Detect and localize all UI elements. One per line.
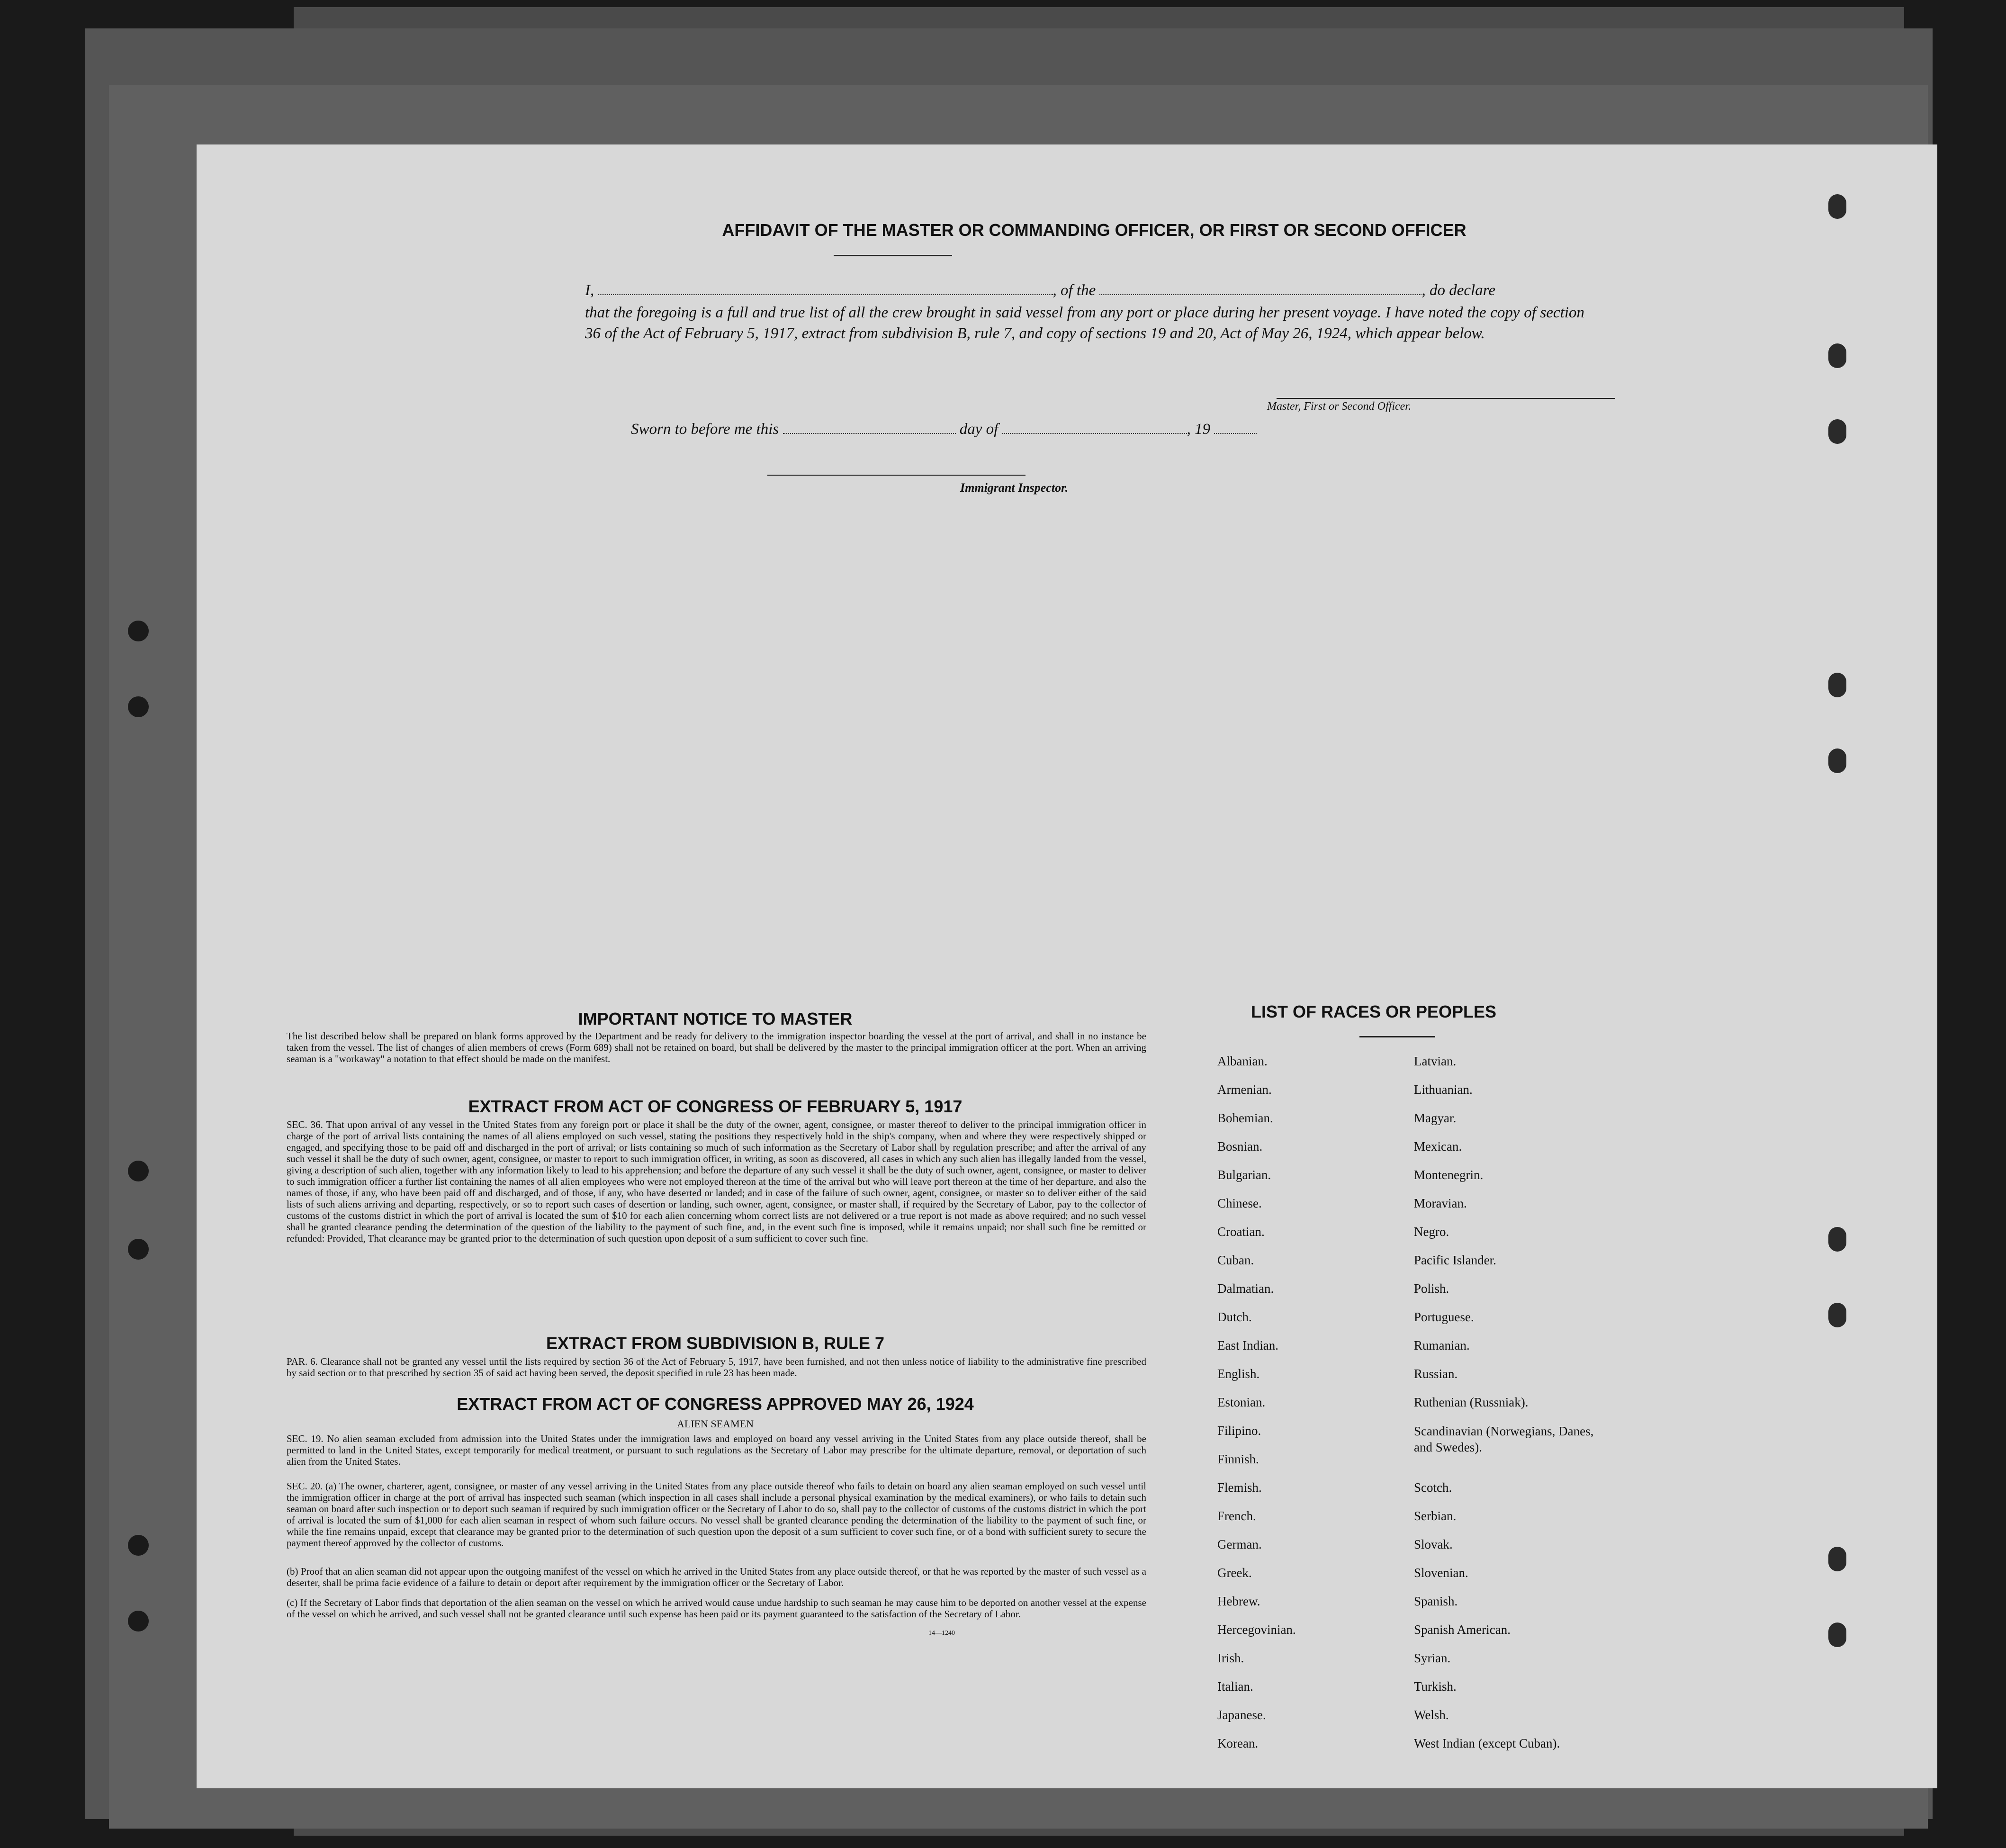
race-item: Slovenian. xyxy=(1414,1566,1468,1580)
race-item: Turkish. xyxy=(1414,1679,1457,1694)
race-item: Polish. xyxy=(1414,1281,1449,1296)
race-item: Italian. xyxy=(1217,1679,1253,1694)
race-item: Syrian. xyxy=(1414,1651,1451,1665)
race-item: Portuguese. xyxy=(1414,1310,1474,1324)
punch-hole xyxy=(1828,194,1846,219)
sworn-line xyxy=(631,421,1257,438)
affidavit-body: that the foregoing is a full and true list of all the crew brought in said vessel from any port or place during her present voyage. I have noted the copy of section 36 of the Act of February 5, 1917, extract from subdivision B, rule 7, and copy of sections 19 and 20, Act of May 26, 1924, which appear below. xyxy=(585,304,1584,342)
punch-hole xyxy=(128,1611,149,1632)
signer-caption: Master, First or Second Officer. xyxy=(1267,400,1411,413)
race-item: English. xyxy=(1217,1367,1260,1381)
race-item: Spanish. xyxy=(1414,1594,1458,1608)
race-item: Latvian. xyxy=(1414,1054,1457,1068)
notice-title: IMPORTANT NOTICE TO MASTER xyxy=(578,1009,853,1028)
year-label: , 19 xyxy=(1187,421,1211,438)
race-item: Armenian. xyxy=(1217,1082,1272,1097)
punch-hole xyxy=(1828,1227,1846,1252)
of-the-label: , of the xyxy=(1052,282,1096,299)
extract-1924-sec20c: (c) If the Secretary of Labor finds that deportation of the alien seaman on the vessel on which he arrived would cause undue hardship to such seaman he may cause him to be deported on another vessel at the expense of the vessel on which he arrived, and such vessel shall not be granted clearance until such expense has been paid or its payment guaranteed to the satisfaction of the Secretary of Labor. xyxy=(287,1597,1146,1620)
race-item: Greek. xyxy=(1217,1566,1252,1580)
race-item: Scandinavian (Norwegians, Danes, and Swedes). xyxy=(1414,1424,1594,1454)
punch-hole xyxy=(128,1161,149,1181)
punch-hole xyxy=(128,1239,149,1260)
i-label: I, xyxy=(585,282,594,299)
race-item: Dalmatian. xyxy=(1217,1281,1274,1296)
punch-hole xyxy=(1828,1623,1846,1647)
race-item: West Indian (except Cuban). xyxy=(1414,1736,1560,1750)
race-item: Irish. xyxy=(1217,1651,1244,1665)
extract-1924-sec20b: (b) Proof that an alien seaman did not appear upon the outgoing manifest of the vessel on which he arrived in the United States from any place outside thereof, or that he was reported by the master of such vessel as a deserter, shall be prima facie evidence of a failure to detain or deport after requirement by the immigration officer or the Secretary of Labor. xyxy=(287,1566,1146,1588)
inspector-signature-line xyxy=(767,475,1025,476)
race-item: Montenegrin. xyxy=(1414,1168,1484,1182)
extract-1924-subtitle: ALIEN SEAMEN xyxy=(677,1418,754,1430)
race-item: Croatian. xyxy=(1217,1225,1265,1239)
race-item: Welsh. xyxy=(1414,1708,1449,1722)
race-item: Flemish. xyxy=(1217,1480,1262,1495)
extract-1924-sec20a: SEC. 20. (a) The owner, charterer, agent, consignee, or master of any vessel arriving in the United States from any place outside thereof who fails to detain on board any alien seaman employed on such vessel until the immigration officer in charge at the port of arrival has inspected such seaman (which inspection in all cases shall include a personal physical examination by the medical examiners), or who fails to detain such seaman on board after such inspection or to deport such seaman if required by such immigration officer or the Secretary of Labor to do so, shall pay to the collector of customs of the customs district in which the port of arrival is located the sum of $1,000 for each alien seaman in respect of whom such failure occurs. No vessel shall be granted clearance pending the determination of the liability to the payment of such fine, or while the fine remains unpaid, except that clearance may be granted prior to the determination of such question upon the deposit of a sum sufficient to cover such fine, or of a bond with sufficient surety to secure the payment thereof approved by the collector of customs. xyxy=(287,1480,1146,1549)
day-of-label: day of xyxy=(959,421,999,438)
extract-1917-body: SEC. 36. That upon arrival of any vessel in the United States from any foreign port or place it shall be the duty of the owner, agent, consignee, or master thereof to deliver to the principal immigration officer in charge of the port of arrival lists containing the names of all aliens employed on such vessel, stating the positions they respectively hold in the ship's company, when and where they were respectively shipped or engaged, and specifying those to be paid off and discharged in the port of arrival; or lists containing so much of such information as the Secretary of Labor shall by regulation prescribe; and after the arrival of any such vessel it shall be the duty of such owner, agent, consignee, or master to report to such immigration officer, in writing, as soon as discovered, all cases in which any such alien has illegally landed from the vessel, giving a description of such alien, together with any information likely to lead to his apprehension; and before the departure of any such vessel it shall be the duty of such owner, agent, consignee, or master to deliver to such immigration officer a further list containing the names of all alien employees who were not employed thereon at the time of the arrival but who will leave port thereon at the time of her departure, and also the names of those, if any, who have been paid off and discharged, and of those, if any, who have deserted or landed; and in case of the failure of such owner, agent, consignee, or master so to deliver either of the said lists of such aliens arriving and departing, respectively, or so to report such cases of desertion or landing, such owner, agent, consignee, or master shall, if required by the Secretary of Labor, pay to the collector of customs of the customs district in which the port of arrival is located the sum of $10 for each alien concerning whom correct lists are not delivered or a true report is not made as above required; and no such vessel shall be granted clearance pending the determination of the question of the liability to the payment of such fine, and, in the event such fine is imposed, while it remains unpaid; nor shall such fine be remitted or refunded: Provided, That clearance may be granted prior to the determination of such question upon deposit of a sum sufficient to cover such fine. xyxy=(287,1119,1146,1244)
race-item: Bulgarian. xyxy=(1217,1168,1271,1182)
race-item: East Indian. xyxy=(1217,1338,1278,1352)
affiant-name-field[interactable] xyxy=(598,282,1053,295)
race-item: Bosnian. xyxy=(1217,1139,1263,1154)
punch-hole xyxy=(128,1535,149,1556)
extract-1924-title: EXTRACT FROM ACT OF CONGRESS APPROVED MAY 26, 1924 xyxy=(457,1394,974,1414)
sworn-year-field[interactable] xyxy=(1214,421,1257,434)
races-title: LIST OF RACES OR PEOPLES xyxy=(1250,1002,1497,1021)
race-item: Pacific Islander. xyxy=(1414,1253,1496,1267)
race-item: Rumanian. xyxy=(1414,1338,1470,1352)
race-item: Cuban. xyxy=(1217,1253,1254,1267)
race-item: Bohemian. xyxy=(1217,1111,1273,1125)
race-item: Spanish American. xyxy=(1414,1623,1511,1637)
race-item: Hercegovinian. xyxy=(1217,1623,1296,1637)
race-item: Mexican. xyxy=(1414,1139,1462,1154)
punch-hole xyxy=(1828,748,1846,773)
race-item: Ruthenian (Russniak). xyxy=(1414,1395,1529,1409)
notice-body: The list described below shall be prepared on blank forms approved by the Department and be ready for delivery to the immigration inspector boarding the vessel at the port of arrival, and shall in no instance be taken from the vessel. The list of changes of alien members of crews (Form 689) shall not be retained on board, but shall be delivered by the master to the principal immigration officer at the port. When an arriving seaman is a "workaway" a notation to that effect should be made on the manifest. xyxy=(287,1030,1146,1064)
race-item: Serbian. xyxy=(1414,1509,1457,1523)
sworn-label: Sworn to before me this xyxy=(631,421,779,438)
sworn-month-field[interactable] xyxy=(1002,421,1187,434)
extract-rule7-body: PAR. 6. Clearance shall not be granted any vessel until the lists required by section 36 of the Act of February 5, 1917, have been furnished, and not then unless notice of liability to the administrative fine prescribed by said section or to that prescribed by section 35 of said act having been served, the deposit specified in rule 23 has been made. xyxy=(287,1356,1146,1379)
punch-hole xyxy=(128,621,149,641)
title-rule xyxy=(834,255,952,256)
punch-hole xyxy=(1828,673,1846,697)
extract-1917-title: EXTRACT FROM ACT OF CONGRESS OF FEBRUARY 5, 1917 xyxy=(468,1097,963,1116)
race-item: Albanian. xyxy=(1217,1054,1268,1068)
race-item: Magyar. xyxy=(1414,1111,1457,1125)
affiant-line xyxy=(585,282,1495,299)
race-item: Estonian. xyxy=(1217,1395,1266,1409)
race-item: Hebrew. xyxy=(1217,1594,1260,1608)
race-item: Chinese. xyxy=(1217,1196,1262,1210)
punch-hole xyxy=(1828,1547,1846,1571)
do-declare-label: , do declare xyxy=(1421,282,1495,299)
punch-hole xyxy=(1828,343,1846,368)
vessel-name-field[interactable] xyxy=(1099,282,1421,295)
race-item: Dutch. xyxy=(1217,1310,1252,1324)
form-number: 14—1240 xyxy=(928,1630,955,1637)
race-item: Russian. xyxy=(1414,1367,1458,1381)
punch-hole xyxy=(1828,1303,1846,1327)
race-item: Korean. xyxy=(1217,1736,1259,1750)
race-item: French. xyxy=(1217,1509,1256,1523)
sworn-day-field[interactable] xyxy=(783,421,956,434)
inspector-caption: Immigrant Inspector. xyxy=(960,481,1069,495)
affidavit-title: AFFIDAVIT OF THE MASTER OR COMMANDING OFFICER, OR FIRST OR SECOND OFFICER xyxy=(722,220,1466,240)
extract-rule7-title: EXTRACT FROM SUBDIVISION B, RULE 7 xyxy=(546,1334,885,1353)
race-item: Negro. xyxy=(1414,1225,1449,1239)
race-item: Slovak. xyxy=(1414,1537,1453,1551)
signature-line xyxy=(1277,398,1615,399)
punch-hole xyxy=(1828,419,1846,444)
races-right-column xyxy=(1414,1047,1679,1758)
race-item: German. xyxy=(1217,1537,1262,1551)
race-item: Finnish. xyxy=(1217,1452,1259,1466)
punch-hole xyxy=(128,696,149,717)
race-item: Scotch. xyxy=(1414,1480,1452,1495)
races-title-rule xyxy=(1359,1036,1435,1037)
race-item: Filipino. xyxy=(1217,1424,1261,1438)
race-item: Lithuanian. xyxy=(1414,1082,1473,1097)
race-item: Moravian. xyxy=(1414,1196,1467,1210)
race-item: Japanese. xyxy=(1217,1708,1266,1722)
extract-1924-sec19: SEC. 19. No alien seaman excluded from admission into the United States under the immigration laws and employed on board any vessel arriving in the United States from any place outside thereof, shall be permitted to land in the United States, except temporarily for medical treatment, or pursuant to such regulations as the Secretary of Labor may prescribe for the ultimate departure, removal, or deportation of such alien from the United States. xyxy=(287,1433,1146,1467)
document-page xyxy=(197,144,1937,1788)
